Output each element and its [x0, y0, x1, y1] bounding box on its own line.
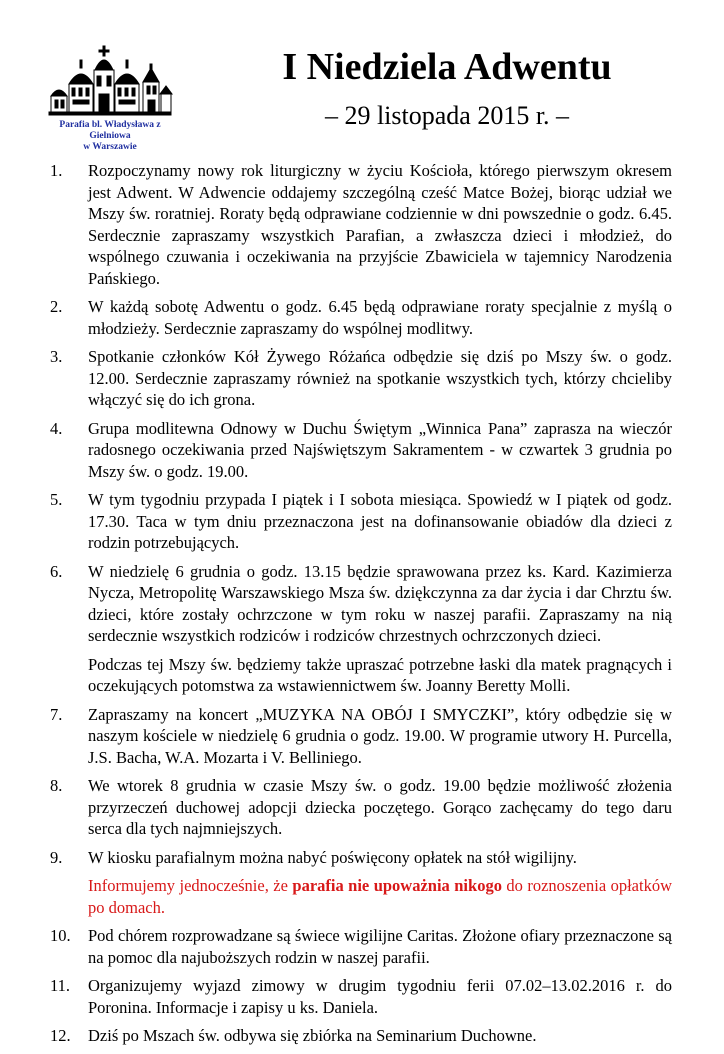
parish-name-line1: Parafia bl. Władysława z Gielniowa: [59, 120, 161, 141]
parish-name-line2: w Warszawie: [83, 142, 137, 152]
item-extra-text: Podczas tej Mszy św. będziemy także upraszać potrzebne łaski dla matek pragnących i oczekujących potomstwa za wstawiennictwem św. Joanny Beretty Molli.: [88, 654, 672, 695]
announcement-item: [50, 925, 672, 968]
item-text: W niedzielę 6 grudnia o godz. 13.15 będzie sprawowana przez ks. Kard. Kazimierza Nycza, Metropolitę Warszawskiego Msza św. dziękczynna za dar życia i dar Chrztu św. dzieci, które zostały ochrzczone w tym roku w naszej parafii. Zapraszamy na nią serdecznie wszystkich rodziców i rodziców chrzestnych ochrzczonych dzieci.: [88, 561, 672, 645]
announcement-item: [50, 489, 672, 554]
item-number: 7.: [50, 704, 63, 724]
item-number: 3.: [50, 347, 63, 366]
item-number: 1.: [50, 161, 63, 180]
page-date: – 29 listopada 2015 r. –: [324, 101, 570, 130]
item-text: Zapraszamy na koncert „MUZYKA NA OBÓJ I SMYCZKI”, który odbędzie się w naszym kościele w niedzielę 6 grudnia o godz. 19.00. W programie utwory H. Purcella, J.S. Bacha, W.A. Mozarta i V. Belliniego.: [88, 704, 672, 767]
church-icon: [47, 38, 173, 118]
item-text: Dziś po Mszach św. odbywa się zbiórka na Seminarium Duchowne.: [88, 1026, 537, 1045]
announcement-item: [50, 418, 672, 483]
announcement-item: [50, 775, 672, 840]
item-text: Organizujemy wyjazd zimowy w drugim tygodniu ferii 07.02–13.02.2016 r. do Poronina. Informacje i zapisy u ks. Daniela.: [88, 976, 672, 1017]
item-text: W każdą sobotę Adwentu o godz. 6.45 będą odprawiane roraty specjalnie z myślą o młodzieży. Serdecznie zapraszamy do wspólnej modlitwy.: [88, 297, 672, 338]
item-text: Spotkanie członków Kół Żywego Różańca odbędzie się dziś po Mszy św. o godz. 12.00. Serdecznie zapraszamy również na spotkanie wszystkich tych, którzy chcieliby włączyć się do ich grona.: [88, 347, 672, 409]
announcement-item: [50, 847, 672, 919]
page-title: I Niedziela Adwentu: [282, 46, 612, 88]
parish-logo: [40, 38, 180, 152]
parish-name: [40, 120, 180, 153]
notice-pre: Informujemy jednocześnie, że: [88, 876, 293, 895]
item-text: W tym tygodniu przypada I piątek i I sobota miesiąca. Spowiedź w I piątek od godz. 17.30. Taca w tym dniu przeznaczona jest na dofinansowanie obiadów dla dzieci z rodzin potrzebujących.: [88, 490, 672, 552]
announcement-item: [50, 346, 672, 411]
item-number: 4.: [50, 418, 63, 438]
item-number: 12.: [50, 1026, 71, 1045]
item-text: W kiosku parafialnym można nabyć poświęcony opłatek na stół wigilijny.: [88, 847, 577, 867]
item-text: Pod chórem rozprowadzane są świece wigilijne Caritas. Złożone ofiary przeznaczone są na pomoc dla najuboższych rodzin w naszej parafii.: [88, 926, 672, 967]
item-number: 11.: [50, 976, 71, 995]
item-text: Grupa modlitewna Odnowy w Duchu Świętym „Winnica Pana” zaprasza na wieczór radosnego oczekiwania przed Najświętszym Sakramentem - w czwartek 3 grudnia po Mszy św. o godz. 19.00.: [88, 418, 672, 481]
item-number: 9.: [50, 847, 63, 867]
notice-bold: parafia nie upoważnia nikogo: [292, 876, 502, 895]
item-number: 2.: [50, 297, 63, 316]
item-text: We wtorek 8 grudnia w czasie Mszy św. o godz. 19.00 będzie możliwość złożenia przyrzeczeń duchowej adopcji dziecka poczętego. Gorąco zachęcamy do tego daru serca dla tych najmniejszych.: [88, 776, 672, 838]
announcement-item: [50, 160, 672, 289]
announcement-item: [50, 704, 672, 769]
item-number: 8.: [50, 776, 63, 795]
notice-text: [88, 875, 672, 918]
announcement-item: [50, 561, 672, 697]
notice-post: do roznoszenia opłatków po domach.: [88, 876, 672, 917]
item-number: 6.: [50, 561, 63, 581]
announcement-item: [50, 1025, 672, 1047]
announcement-item: [50, 975, 672, 1018]
item-number: 10.: [50, 926, 71, 945]
announcement-item: [50, 296, 672, 339]
item-text: Rozpoczynamy nowy rok liturgiczny w życiu Kościoła, którego pierwszym okresem jest Adwent. W Adwencie oddajemy szczególną cześć Matce Bożej, biorąc udział we Mszy św. roratniej. Roraty będą odprawiane codziennie w dni powszednie o godz. 6.45. Serdecznie zapraszamy wszystkich Parafian, a zwłaszcza dzieci i młodzież, do wspólnego czuwania i oczekiwania na przyjście Zbawiciela w tajemnicy Narodzenia Pańskiego.: [88, 161, 672, 288]
announcements-list: [50, 160, 672, 1054]
item-number: 5.: [50, 490, 63, 509]
